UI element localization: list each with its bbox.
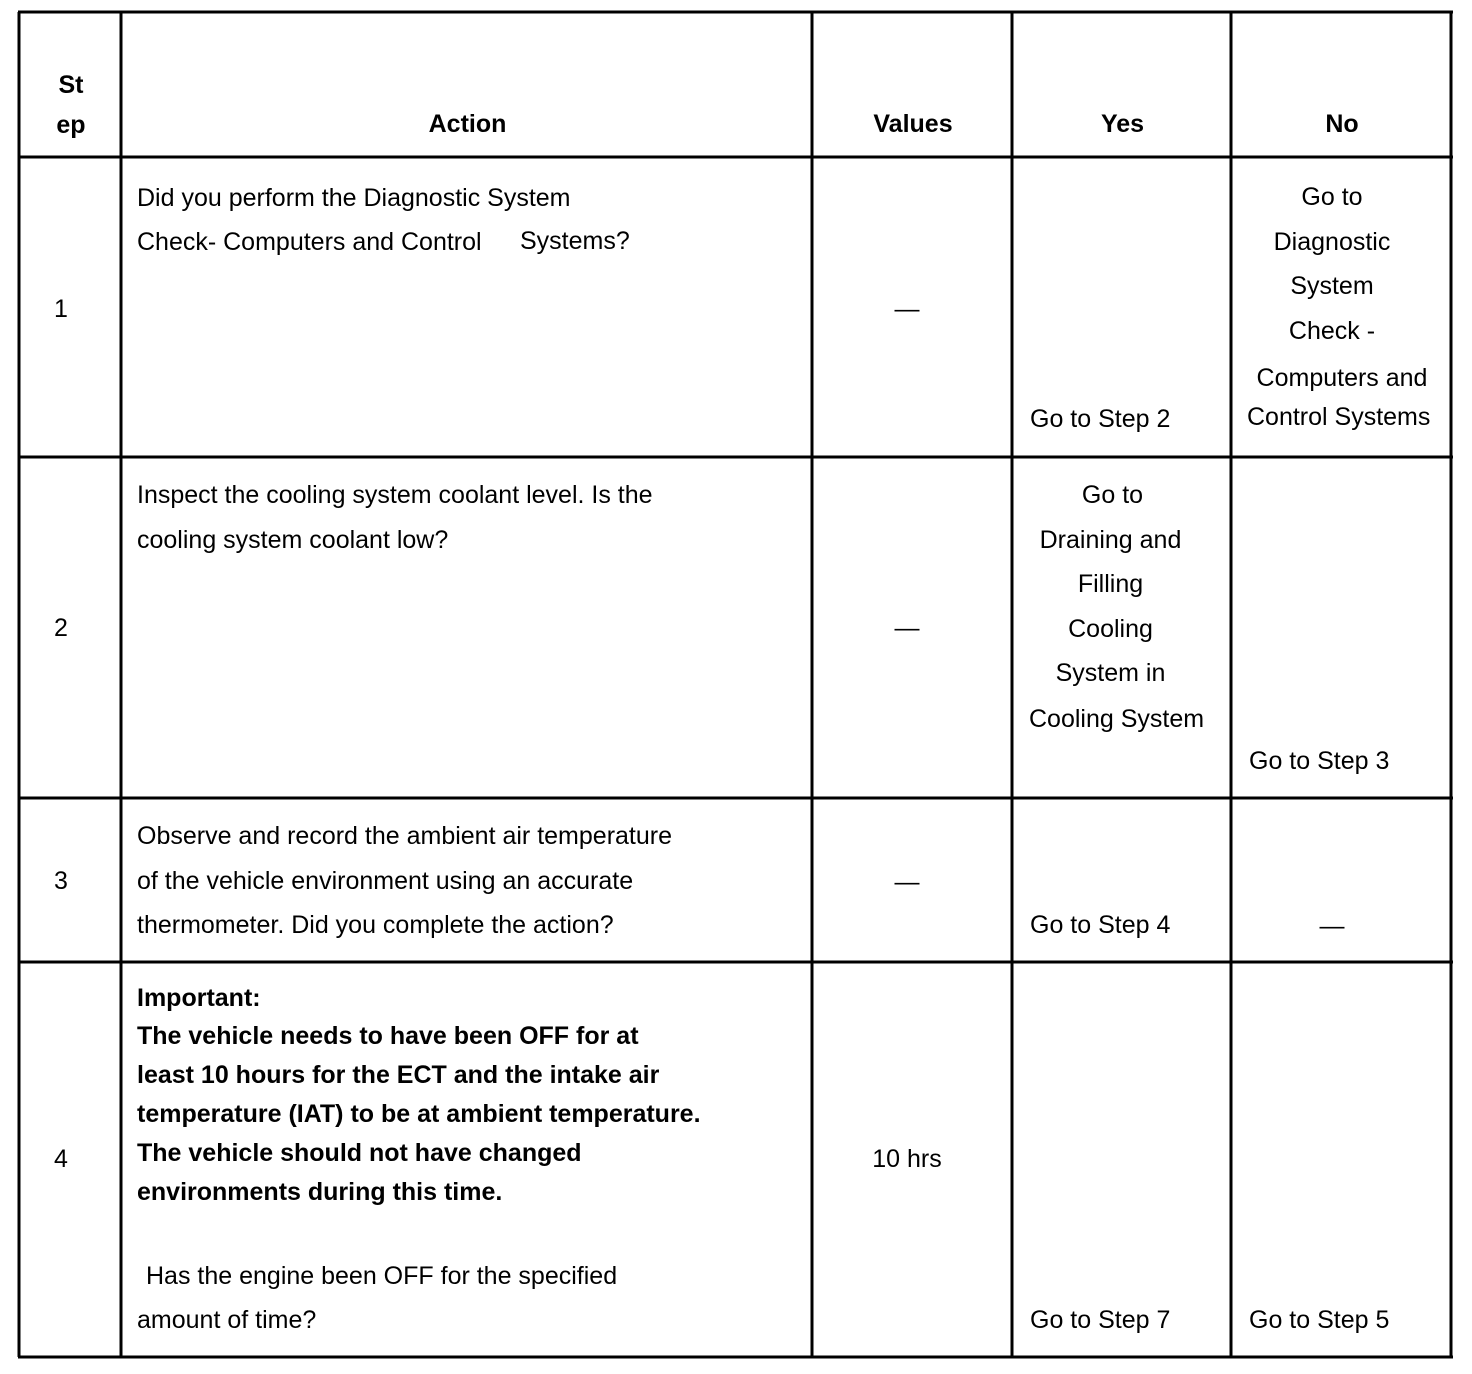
row2-yes-line1: Go to (1081, 481, 1144, 509)
row2-action-line2: cooling system coolant low? (137, 526, 449, 554)
row1-action-line3: Systems? (520, 227, 630, 255)
row4-yes: Go to Step 7 (1030, 1306, 1171, 1334)
row4-step: 4 (54, 1145, 68, 1173)
header-step-line1: St (58, 71, 84, 99)
header-yes: Yes (1100, 110, 1145, 138)
header-no: No (1325, 110, 1359, 138)
header-action: Action (428, 110, 507, 138)
row1-no-line2: Diagnostic (1273, 228, 1391, 256)
header-values: Values (873, 110, 953, 138)
row2-action-line1: Inspect the cooling system coolant level. Is the (137, 481, 653, 509)
row3-action-line1: Observe and record the ambient air temperature (137, 822, 672, 850)
row4-action-line2: amount of time? (137, 1306, 317, 1334)
row2-yes-line3: Filling (1077, 570, 1144, 598)
row3-yes: Go to Step 4 (1030, 911, 1171, 939)
row2-no: Go to Step 3 (1249, 747, 1390, 775)
row2-yes-line6: Cooling System (1029, 705, 1205, 733)
row2-step: 2 (54, 614, 68, 642)
row3-action-line2: of the vehicle environment using an accurate (137, 867, 634, 895)
row4-value: 10 hrs (872, 1145, 942, 1173)
header-step-line2: ep (56, 111, 86, 139)
row1-action-line2: Check- Computers and Control (137, 228, 482, 256)
row2-value: — (894, 614, 920, 642)
row1-step: 1 (54, 295, 68, 323)
row2-yes-line5: System in (1055, 659, 1166, 687)
row1-no-line1: Go to (1301, 183, 1363, 211)
row3-step: 3 (54, 867, 68, 895)
row3-value: — (894, 868, 920, 896)
row4-important-line5: The vehicle should not have changed (137, 1139, 582, 1167)
row4-important-line6: environments during this time. (137, 1178, 503, 1206)
row1-no-line3: System (1290, 272, 1374, 300)
row4-no: Go to Step 5 (1249, 1306, 1390, 1334)
row2-yes-line4: Cooling (1068, 615, 1153, 643)
row1-value: — (894, 295, 920, 323)
row4-important-line3: least 10 hours for the ECT and the intake air (137, 1061, 660, 1089)
row3-action-line3: thermometer. Did you complete the action? (137, 911, 614, 939)
row4-important-line2: The vehicle needs to have been OFF for at (137, 1022, 639, 1050)
row1-action-line1: Did you perform the Diagnostic System (137, 184, 571, 212)
row1-no-line5: Computers and (1256, 364, 1428, 392)
row3-no: — (1319, 912, 1345, 940)
row1-no-line4: Check - (1288, 317, 1376, 345)
row2-yes-line2: Draining and (1039, 526, 1182, 554)
row1-yes: Go to Step 2 (1030, 405, 1171, 433)
row4-action-line1: Has the engine been OFF for the specified (146, 1262, 618, 1290)
row4-important-line1: Important: (137, 984, 261, 1012)
row4-important-line4: temperature (IAT) to be at ambient temperature. (137, 1100, 701, 1128)
row1-no-line6: Control Systems (1247, 403, 1431, 431)
